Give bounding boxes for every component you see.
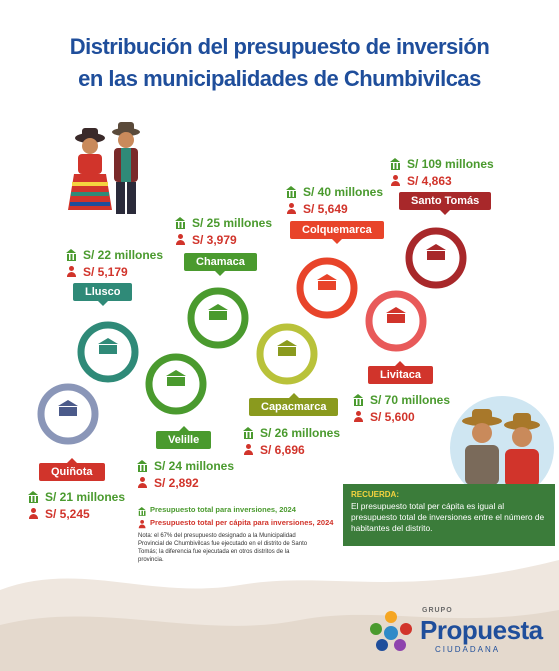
recuerda-box — [343, 484, 555, 546]
bank-icon — [137, 460, 148, 471]
logo-grupo: GRUPO — [422, 607, 453, 614]
budget-value: S/ 109 millones — [407, 156, 494, 171]
person-icon — [138, 520, 144, 526]
circle-velille — [149, 357, 203, 411]
label-chamaca: Chamaca — [184, 253, 257, 271]
person-icon — [66, 266, 77, 277]
title-line-1: Distribución del presupuesto de inversión — [69, 34, 490, 59]
footnote: Nota: el 67% del presupuesto designado a la Municipalidad Provincial de Chumbivilcas fue ejecutado en el distrito de Santo Tomás; la diferencia fue ejecutada en otros distritos de la provincia. — [138, 533, 308, 563]
budget-value: S/ 40 millones — [303, 184, 384, 199]
per-capita-value: S/ 4,863 — [407, 173, 452, 188]
legend-per-capita: Presupuesto total per cápita para inversiones, 2024 — [150, 518, 334, 527]
stats-livitaca — [353, 391, 450, 425]
per-capita-value: S/ 5,179 — [83, 264, 128, 279]
logo-people-icon — [366, 607, 416, 657]
bank-icon — [66, 249, 77, 260]
stats-capacmarca — [243, 424, 340, 458]
legend-budget: Presupuesto total para inversiones, 2024 — [150, 505, 296, 514]
person-icon — [390, 175, 401, 186]
label-santo-tomas: Santo Tomás — [399, 192, 491, 210]
circle-chamaca — [191, 291, 245, 345]
bank-icon — [243, 427, 254, 438]
bank-icon — [353, 394, 364, 405]
per-capita-value: S/ 5,245 — [45, 506, 90, 521]
stats-llusco — [66, 246, 163, 280]
grupo-propuesta-logo — [364, 603, 554, 661]
bank-icon — [138, 507, 144, 513]
bank-icon — [28, 491, 39, 502]
bank-icon — [175, 217, 186, 228]
label-velille: Velille — [156, 431, 211, 449]
circle-livitaca — [369, 294, 423, 348]
budget-value: S/ 25 millones — [192, 215, 273, 230]
person-icon — [353, 411, 364, 422]
budget-value: S/ 21 millones — [45, 489, 126, 504]
budget-value: S/ 26 millones — [260, 425, 341, 440]
per-capita-value: S/ 3,979 — [192, 232, 237, 247]
budget-value: S/ 22 millones — [83, 247, 164, 262]
budget-value: S/ 70 millones — [370, 392, 451, 407]
bank-icon — [286, 186, 297, 197]
stats-quinota — [28, 488, 125, 522]
person-icon — [137, 477, 148, 488]
legend — [138, 503, 333, 529]
label-livitaca: Livitaca — [368, 366, 433, 384]
stats-velille — [137, 457, 234, 491]
label-colquemarca: Colquemarca — [290, 221, 384, 239]
title-line-2: en las municipalidades de Chumbivilcas — [78, 66, 481, 91]
recuerda-heading: RECUERDA: — [351, 490, 399, 499]
per-capita-value: S/ 2,892 — [154, 475, 199, 490]
logo-name: Propuesta — [420, 615, 543, 645]
label-capacmarca: Capacmarca — [249, 398, 338, 416]
circle-capacmarca — [260, 327, 314, 381]
per-capita-value: S/ 5,649 — [303, 201, 348, 216]
bank-icon — [390, 158, 401, 169]
stats-santo-tomas — [390, 155, 494, 189]
per-capita-value: S/ 6,696 — [260, 442, 305, 457]
circle-quinota — [41, 387, 95, 441]
person-icon — [243, 444, 254, 455]
recuerda-body: El presupuesto total per cápita es igual al presupuesto total de inversiones entre el número de habitantes del distrito. — [351, 501, 545, 533]
circle-colquemarca — [300, 261, 354, 315]
logo-sub: CIUDADANA — [435, 645, 501, 654]
stats-colquemarca — [286, 183, 383, 217]
stats-chamaca — [175, 214, 272, 248]
circle-santo-tomas — [409, 231, 463, 285]
person-icon — [28, 508, 39, 519]
person-icon — [286, 203, 297, 214]
person-icon — [175, 234, 186, 245]
per-capita-value: S/ 5,600 — [370, 409, 415, 424]
budget-value: S/ 24 millones — [154, 458, 235, 473]
label-llusco: Llusco — [73, 283, 132, 301]
label-quinota: Quiñota — [39, 463, 105, 481]
circle-llusco — [81, 325, 135, 379]
